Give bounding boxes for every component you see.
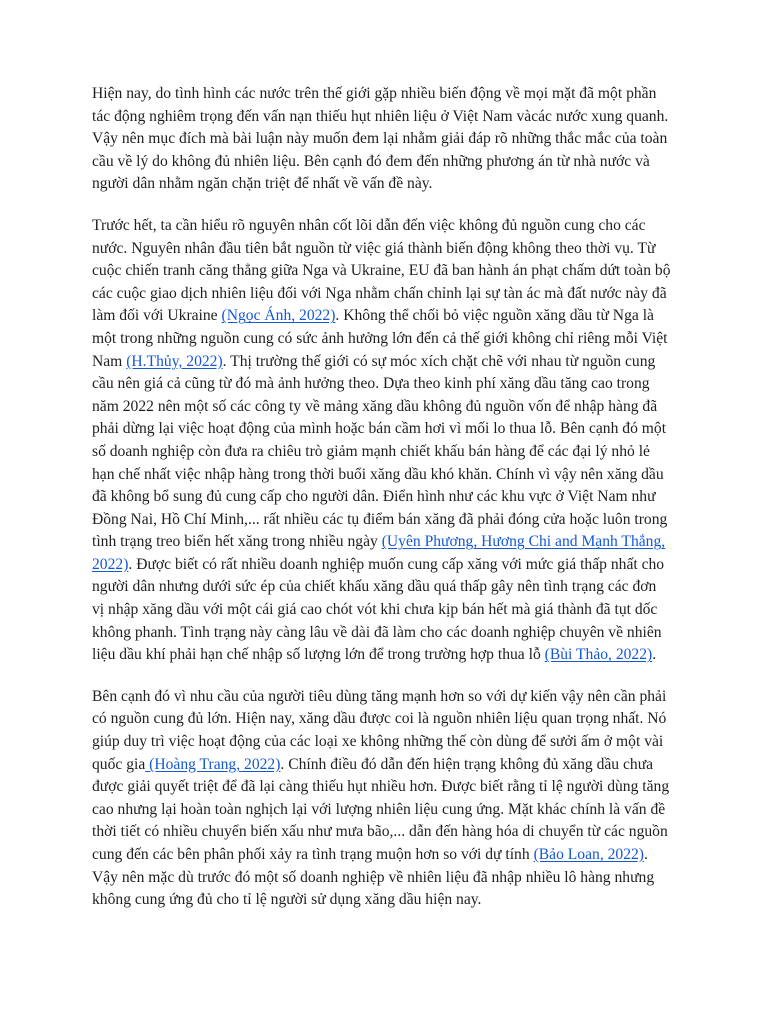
paragraph-1 [92, 83, 672, 196]
paragraph-3 [92, 686, 672, 912]
paragraph-text: . Chính điều đó dẫn đến hiện trạng không đủ xăng dầu chưa được giải quyết triệt để đã lại càng thiếu hụt nhiều hơn. Được biết rằng tỉ lệ người dùng tăng cao nhưng lại hoàn toàn nghịch lại với lượng nhiên liệu cung ứng. Mặt khác chính là vấn đề thời tiết có nhiều chuyển biến xấu như mưa bão,... dẫn đến hàng hóa di chuyển từ các nguồn cung đến các bên phân phối xảy ra tình trạng muộn hơn so với dự tính [92, 755, 670, 863]
citation-link[interactable]: (H.Thủy, 2022) [126, 352, 223, 370]
paragraph-text: . Không thể chối bỏ việc nguồn xăng dầu từ Nga là một trong những nguồn cung có sức ảnh hưởng lớn đến cả thế giới không chỉ riêng mỗi Việt Nam [92, 307, 668, 370]
citation-link[interactable]: (Bảo Loan, 2022) [533, 846, 644, 863]
citation-link[interactable]: (Hoàng Trang, 2022) [145, 755, 281, 773]
paragraph-text: . Vậy nên mặc dù trước đó một số doanh nghiệp về nhiên liệu đã nhập nhiều lô hàng nhưng không cung ứng đủ cho tỉ lệ người sử dụng xăng dầu hiện nay. [92, 846, 655, 909]
citation-link[interactable]: (Bùi Thảo, 2022) [544, 646, 653, 664]
paragraph-text: . Được biết có rất nhiều doanh nghiệp muốn cung cấp xăng với mức giá thấp nhất cho người dân nhưng dưới sức ép của chiết khấu xăng dầu quá thấp gây nên tình trạng các đơn vị nhập xăng dầu với một cái giá cao chót vót khi chưa kịp bán hết mà giá thành đã tụt dốc không phanh. Tình trạng này càng lâu về dài đã làm cho các doanh nghiệp chuyên về nhiên liệu dầu khí phải hạn chế nhập số lượng lớn để trong trường hợp thua lỗ [92, 555, 665, 664]
citation-link[interactable]: (Uyên Phương, Hương Chi and Mạnh Thắng, 2022) [92, 533, 666, 573]
document-body [92, 83, 672, 912]
paragraph-text: . Thị trường thế giới có sự móc xích chặt chẽ với nhau từ nguồn cung cầu nên giá cả cũng từ đó mà ảnh hưởng theo. Dựa theo kinh phí xăng dầu tăng cao trong năm 2022 nên một số các công ty về mảng xăng dầu không đủ nguồn vốn để nhập hàng đã phải dừng lại việc hoạt động của mình hoặc bán cầm hơi vì mối lo thua lỗ. Bên cạnh đó một số doanh nghiệp còn đưa ra chiêu trò giảm mạnh chiết khấu bán hàng để các đại lý nhỏ lẻ hạn chế nhất việc nhập hàng trong thời buổi xăng dầu khó khăn. Chính vì vậy nên xăng dầu đã không bổ sung đủ cung cấp cho người dân. Điển hình như các khu vực ở Việt Nam như Đồng Nai, Hồ Chí Minh,... rất nhiều các tụ điểm bán xăng đã phải đóng cửa hoặc luôn trong tình trạng treo biển hết xăng trong nhiều ngày [92, 352, 668, 551]
paragraph-2 [92, 215, 672, 667]
paragraph-text: Hiện nay, do tình hình các nước trên thế giới gặp nhiều biến động về mọi mặt đã một phần tác động nghiêm trọng đến vấn nạn thiếu hụt nhiên liệu ở Việt Nam vàcác nước xung quanh. Vậy nên mục đích mà bài luận này muốn đem lại nhằm giải đáp rõ những thắc mắc của toàn cầu về lý do không đủ nhiên liệu. Bên cạnh đó đem đến những phương án từ nhà nước và người dân nhằm ngăn chặn triệt để nhất về vấn đề này. [92, 85, 669, 193]
citation-link[interactable]: (Ngọc Ánh, 2022) [221, 307, 336, 325]
paragraph-text: Trước hết, ta cần hiểu rõ nguyên nhân cốt lõi dẫn đến việc không đủ nguồn cung cho các nước. Nguyên nhân đầu tiên bắt nguồn từ việc giá thành biến động không theo thời vụ. Từ cuộc chiến tranh căng thẳng giữa Nga và Ukraine, EU đã ban hành án phạt chấm dứt toàn bộ các cuộc giao dịch nhiên liệu đối với Nga nhằm chấn chỉnh lại sự tàn ác mà đất nước này đã làm đối với Ukraine [92, 216, 671, 325]
paragraph-text: . [652, 646, 657, 664]
paragraph-text: Bên cạnh đó vì nhu cầu của người tiêu dùng tăng mạnh hơn so với dự kiến vậy nên cần phải có nguồn cung đủ lớn. Hiện nay, xăng dầu được coi là nguồn nhiên liệu quan trọng nhất. Nó giúp duy trì việc hoạt động của các loại xe không những thế còn dùng để sưởi ấm ở một vài quốc gia [92, 687, 667, 773]
